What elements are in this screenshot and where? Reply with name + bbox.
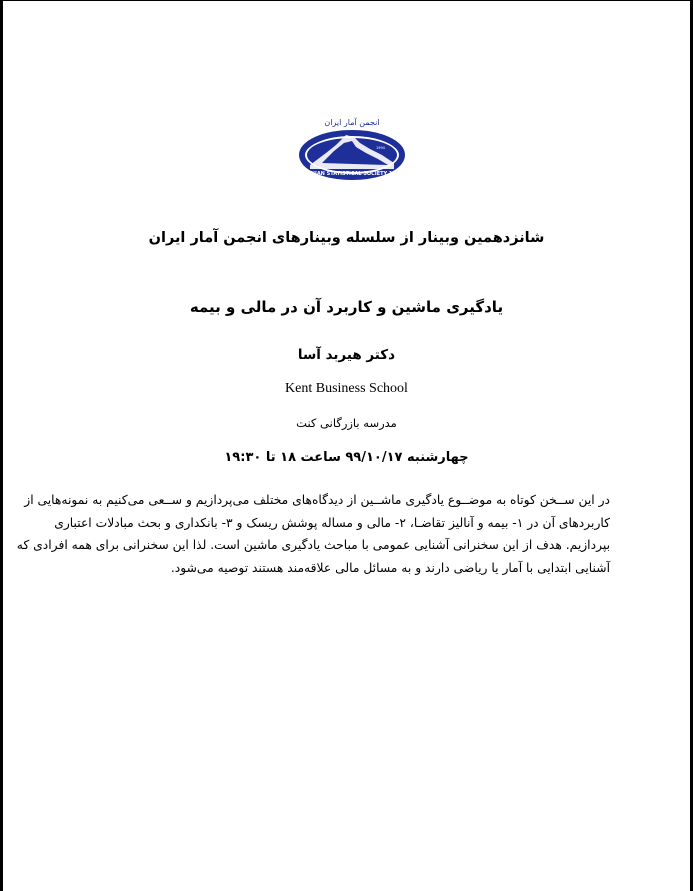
logo-ring-text: IRANIAN STATISTICAL SOCIETY 1990 bbox=[301, 171, 403, 177]
abstract-line: آشنایی ابتدایی با آمار یا ریاضی دارند و به مسائل مالی علاقه‌مند هستند توصیه می‌شود. bbox=[170, 560, 610, 575]
talk-title: یادگیری ماشین و کاربرد آن در مالی و بیمه bbox=[189, 298, 504, 316]
webinar-series-title: شانزدهمین وبینار از سلسله وبینارهای انجمن آمار ایران bbox=[148, 230, 545, 246]
logo-calligraphy: انجمن آمار ایران bbox=[324, 118, 380, 127]
speaker-name: دکتر هیربد آسا bbox=[297, 347, 396, 363]
abstract-line: کاربردهای آن در ۱- بیمه و آنالیز تقاضـا، ۲- مالی و مساله پوشش ریسک و ۳- بانکداری و بحث مبادلات اعتباری bbox=[54, 515, 610, 530]
svg-text:1994: 1994 bbox=[376, 146, 385, 150]
abstract-paragraph bbox=[16, 489, 610, 579]
abstract-line: در این ســخن کوتاه به موضــوع یادگیری ماشــین از دیدگاه‌های مختلف می‌پردازیم و ســعی می‌کنیم به نمونه‌هایی از bbox=[24, 493, 610, 507]
document-page bbox=[3, 1, 690, 891]
affiliation-persian: مدرسه بازرگانی کنت bbox=[296, 416, 397, 430]
webinar-datetime: چهارشنبه ۹۹/۱۰/۱۷ ساعت ۱۸ تا ۱۹:۳۰ bbox=[224, 450, 469, 465]
iranian-statistical-society-logo bbox=[296, 113, 408, 183]
abstract-line: بپردازیم. هدف از این سخنرانی آشنایی عمومی با مباحث یادگیری ماشین است. لذا این سخنرانی برای همه افرادی که bbox=[16, 538, 610, 552]
affiliation-english: Kent Business School bbox=[285, 381, 408, 396]
logo-emblem-icon bbox=[296, 113, 408, 183]
